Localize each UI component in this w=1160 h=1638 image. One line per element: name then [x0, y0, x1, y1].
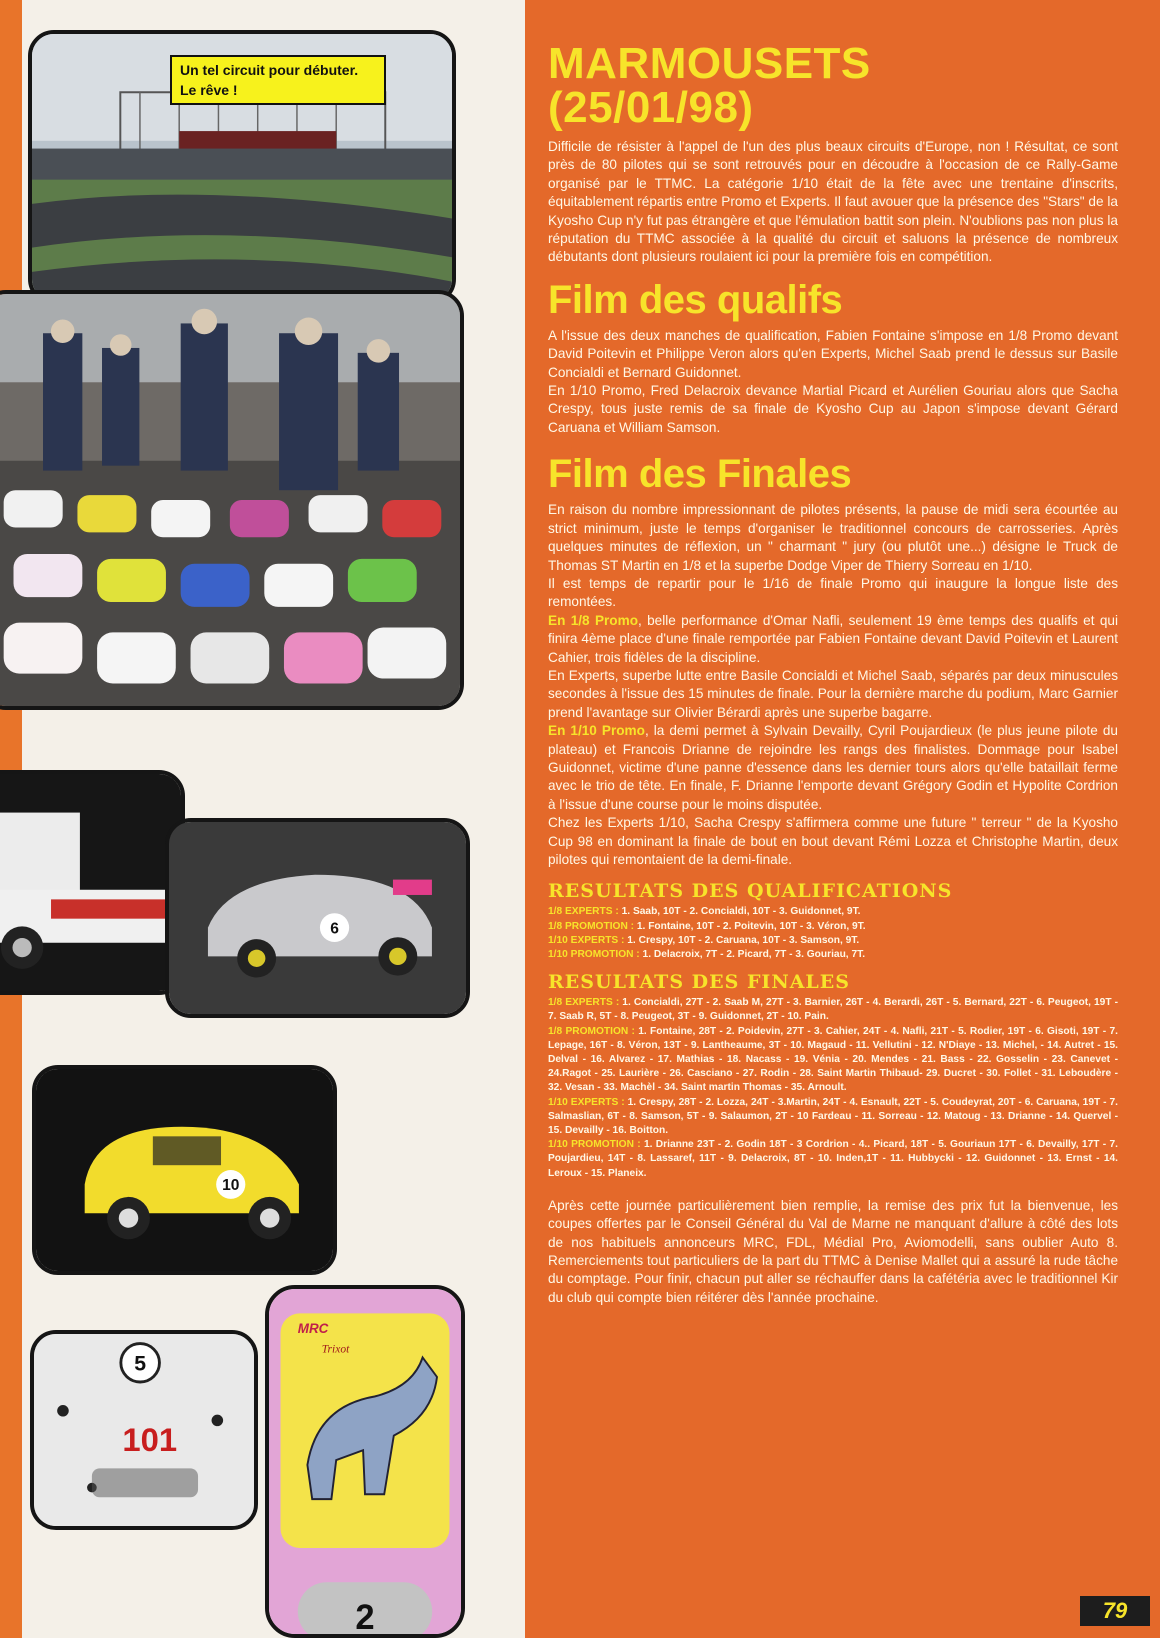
results-finales-list — [548, 996, 1118, 1181]
section-finales-heading: Film des Finales — [548, 452, 852, 497]
finales-paragraph-5 — [548, 722, 1118, 814]
results-category: 1/10 PROMOTION : — [548, 1139, 641, 1151]
results-qualifs-list — [548, 905, 1118, 962]
results-qualifs-row — [548, 905, 1118, 919]
finales-text-110-promo: , la demi permet à Sylvain Devailly, Cyril Poujardieux (le plus jeune pilote du plateau) et Francois Drianne de rejoindre les rangs des finalistes. Dommage pour Isabel Guidonnet, victime d'une panne d'essence dans les dernier tours alors qu'elle bataillait ferme avec le trio de tête. En finale, F. Drianne l'emporte devant Grégory Godin et Hypolite Cordrion à l'issue d'une course pour le moins disputée. — [548, 723, 1118, 812]
car-number-10: 10 — [222, 1177, 240, 1195]
results-category: 1/8 EXPERTS : — [548, 997, 620, 1009]
photo-caption — [170, 55, 386, 105]
finales-paragraph-2: Il est temps de repartir pour le 1/16 de finale Promo qui inaugure la longue liste des remontées. — [548, 575, 1118, 610]
caption-line-2: Le rêve ! — [180, 82, 238, 98]
finales-text-18-promo: , belle performance d'Omar Nafli, seulement 19 ème temps des qualifs et qui finira 4ème place d'une finale remportée par Fabien Fontaine devant David Poitevin et Laurent Cahier, trois fidèles de la discipline. — [548, 612, 1118, 665]
section-qualifs-heading: Film des qualifs — [548, 277, 843, 322]
results-category: 1/10 PROMOTION : — [548, 949, 640, 961]
body-brand: MRC — [297, 1320, 329, 1337]
results-text: 1. Crespy, 10T - 2. Caruana, 10T - 3. Samson, 9T. — [624, 934, 860, 946]
results-finales-row — [548, 1096, 1118, 1139]
photo-car-6 — [165, 818, 470, 1018]
results-qualifs-heading: RESULTATS DES QUALIFICATIONS — [548, 880, 953, 903]
title-line-1: MARMOUSETS — [548, 39, 871, 88]
qualifs-paragraph-1: A l'issue des deux manches de qualification, Fabien Fontaine s'impose en 1/8 Promo devant David Poitevin et Philippe Veron alors qu'en Experts, Michel Saab prend le dessus sur Basile Concialdi et Bernard Guidonnet. — [548, 327, 1118, 380]
photo-painted-body — [265, 1285, 465, 1638]
caption-line-1: Un tel circuit pour débuter. — [180, 62, 359, 78]
conclusion-paragraph: Après cette journée particulièrement bien remplie, la remise des prix fut la bienvenue, les coupes offertes par le Conseil Général du Val de Marne ne manquant d'allure à côté des lots de nos habituels annonceurs MRC, FDL, Médial Pro, Aviomodelli, sans oublier Auto 8. Remerciements tout particuliers de la part du TTMC à Denise Mallet qui a assuré la rude tâche du comptage. Pour finir, chacun put aller se réchauffer dans la cafétéria avec le traditionnel Kir du club qui compte bien réitérer dès l'année prochaine. — [548, 1197, 1118, 1305]
results-text: 1. Concialdi, 27T - 2. Saab M, 27T - 3. Barnier, 26T - 4. Berardi, 26T - 5. Bernard, 22T - 6. Peugeot, 19T - 7. Saab R, 5T - 8. Peugeot, 3T - 9. Guidonnet, 2T - 10. Pain. — [548, 997, 1118, 1023]
finales-paragraph-3 — [548, 612, 1118, 667]
results-text: 1. Crespy, 28T - 2. Lozza, 24T - 3.Martin, 24T - 4. Esnault, 22T - 5. Coudeyrat, 20T - 6. Caruana, 19T - 7. Salmaslian, 6T - 8. Samson, 5T - 9. Salaumon, 2T - 10 Fardeau - 11. Sorreau - 12. Matoug - 13. Drianne - 14. Quervel - 15. Devailly - 16. Boitton. — [548, 1096, 1119, 1137]
body-name: Trixot — [321, 1342, 350, 1356]
results-category: 1/10 EXPERTS : — [548, 934, 625, 946]
results-finales-row — [548, 996, 1118, 1024]
finales-lead-110-promo: En 1/10 Promo — [548, 723, 645, 739]
results-text: 1. Saab, 10T - 2. Concialdi, 10T - 3. Guidonnet, 9T. — [618, 906, 861, 918]
qualifs-paragraph-2: En 1/10 Promo, Fred Delacroix devance Martial Picard et Aurélien Gouriau alors que Sacha Crespy, tous juste remis de sa finale de Kyosho Cup au Japon s'impose devant Gérard Caruana et William Samson. — [548, 383, 1118, 435]
car-number-101: 101 — [122, 1421, 178, 1459]
results-category: 1/8 PROMOTION : — [548, 920, 635, 932]
results-finales-row — [548, 1025, 1118, 1096]
results-finales-heading: RESULTATS DES FINALES — [548, 971, 850, 994]
photo-car-101 — [30, 1330, 258, 1530]
title-line-2: (25/01/98) — [548, 83, 754, 132]
article-title — [548, 39, 1118, 132]
car-number-6: 6 — [330, 920, 339, 938]
results-category: 1/8 EXPERTS : — [548, 906, 619, 918]
page-number: 79 — [1080, 1596, 1150, 1626]
results-text: 1. Drianne 23T - 2. Godin 18T - 3 Cordrion - 4.. Picard, 18T - 5. Gouriaun 17T - 6. Devailly, 17T - 7. Poujardieu, 14T - 8. Lassaref, 11T - 9. Delacroix, 8T - 10. Inden,1T - 11. Hubbycki - 12. Guidonnet - 13. Ernst - 14. Leroux - 15. Planeix. — [548, 1139, 1118, 1179]
results-text: 1. Fontaine, 28T - 2. Poidevin, 27T - 3. Cahier, 24T - 4. Nafli, 21T - 5. Rodier, 19T - 6. Gisoti, 19T - 7. Lepage, 16T - 8. Véron, 13T - 9. Lantheaume, 3T - 10. Magaud - 11. Vellutini - 12. N'Diaye - 13. Michel, - 14. Autret - 15. Delval - 16. Alvarez - 17. Mathias - 18. Nacass - 19. Vénia - 20. Mendes - 21. Bass - 22. Gosselin - 23. Canevet - 24.Ragot - 25. Laurière - 26. Casciano - 27. Rodin - 28. Saint Martin Thibaud- 29. Ducret - 30. Follet - 31. Leboudère - 32. Vesan - 33. Machèl - 34. Saint martin Thomas - 35. Arnoult. — [548, 1025, 1118, 1094]
photo-pit-area — [0, 290, 464, 710]
article-column — [525, 0, 1160, 1638]
results-qualifs-row — [548, 920, 1118, 934]
finales-lead-18-promo: En 1/8 Promo — [548, 612, 638, 628]
car-number-5: 5 — [134, 1352, 147, 1376]
results-text: 1. Fontaine, 10T - 2. Poitevin, 10T - 3. Véron, 9T. — [634, 920, 866, 932]
results-qualifs-row — [548, 948, 1118, 962]
results-qualifs-row — [548, 934, 1118, 948]
photo-car-10 — [32, 1065, 337, 1275]
results-finales-row — [548, 1138, 1118, 1181]
results-text: 1. Delacroix, 7T - 2. Picard, 7T - 3. Gouriau, 7T. — [639, 949, 866, 961]
intro-paragraph: Difficile de résister à l'appel de l'un des plus beaux circuits d'Europe, non ! Résultat, ce sont près de 80 pilotes qui se sont retrouvés pour en découdre à l'occasion de ce Rally-Game organisé par le TTMC. La catégorie 1/10 était de la fête avec une trentaine d'inscrits, équitablement répartis entre Promo et Experts. Il faut avouer que la présence des "Stars" de la Kyosho Cup n'y fut pas étrangère et que l'émulation battit son plein. N'oublions pas non plus la réputation du TTMC associée à la qualité du circuit et saluons la présence de nombreux débutants dont plusieurs roulaient ici pour la première fois en compétition. — [548, 139, 1118, 265]
finales-paragraph-1: En raison du nombre impressionnant de pilotes présents, la pause de midi sera écourtée au strict minimum, juste le temps d'organiser le traditionnel concours de carrosseries. Après quelques minutes de réflexion, un " charmant " jury (ou plutôt une...) désigne le Truck de Thomas ST Martin en 1/8 et la superbe Dodge Viper de Thierry Sorreau en 1/10. — [548, 502, 1118, 573]
finales-paragraph-4: En Experts, superbe lutte entre Basile Concialdi et Michel Saab, séparés par deux minuscules secondes à l'issue des 15 minutes de finale. Pour la dernière marche du podium, Marc Garnier prend l'avantage sur Olivier Bérardi après une superbe bagarre. — [548, 667, 1118, 720]
results-category: 1/10 EXPERTS : — [548, 1096, 625, 1108]
finales-paragraph-6: Chez les Experts 1/10, Sacha Crespy s'affirmera comme une future " terreur " de la Kyosho Cup 98 en dominant la finale de bout en bout devant Rémi Lozza et Christophe Martin, deux pilotes qui remontaient de la demi-finale. — [548, 815, 1118, 867]
body-number: 2 — [355, 1597, 375, 1634]
results-category: 1/8 PROMOTION : — [548, 1025, 635, 1037]
photo-truck — [0, 770, 185, 995]
